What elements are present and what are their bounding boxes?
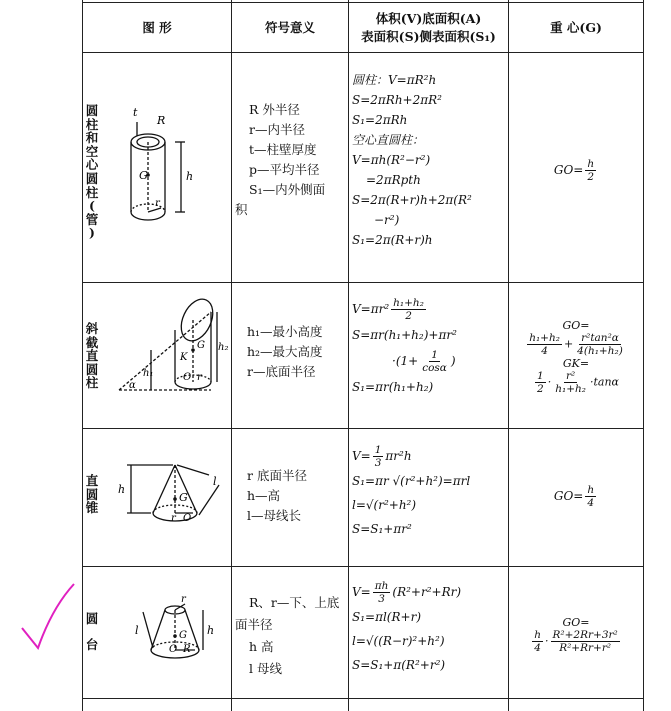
- row1-shape-name: 圆 柱 和 空 心 圆 柱 ( 管 ): [85, 103, 99, 241]
- row-rule-3: [83, 566, 643, 567]
- row2-symbols: h₁—最小高度 h₂—最大高度 r—底面半径: [247, 324, 323, 379]
- row-rule-1: [83, 282, 643, 283]
- row3-symbols: r 底面半径 h—高 l—母线长: [247, 468, 307, 523]
- row2-shape-name: 斜 截 直 圆 柱: [85, 321, 99, 391]
- row1-formulas: 圆柱：V=πR²h S=2πRh+2πR² S₁=2πRh 空心直圆柱： V=πh(R²−r²) =2πRpth S=2π(R+r)h+2π(R² −r²) S₁=2π(R+r)h: [352, 73, 472, 247]
- row4-formulas: V= $\frac{\pi h}{3}$ (R²+r²+Rr) S₁=πl(R+r) l=√((R−r)²+h²) S=S₁+π(R²+r²): [352, 580, 462, 672]
- fig4-R-label: R: [183, 644, 191, 655]
- fig2-O-label: O: [183, 372, 192, 383]
- row-rule-2: [83, 428, 643, 429]
- fig2-h1-label: h₁: [143, 368, 154, 379]
- row1-cog: GO= $\frac{h}{2}$: [553, 157, 595, 183]
- fig2-G-label: G: [197, 340, 205, 351]
- oblique-cylinder-figure: [105, 290, 230, 420]
- row4-shape-name: 圆 台: [85, 611, 99, 652]
- fig4-l-label: l: [135, 624, 139, 637]
- fig3-l-label: l: [213, 475, 217, 488]
- col-rule-2: [348, 0, 349, 711]
- header-volume-line2: 表面积(S)侧表面积(S₁): [361, 28, 496, 44]
- header-volume: [349, 3, 508, 52]
- fig4-h-label: h: [207, 624, 215, 637]
- frustum-figure: [113, 590, 228, 670]
- fig4-r-label: r: [181, 594, 186, 605]
- row1-symbols: R 外半径 r—内半径 t—柱壁厚度 p—平均半径 S₁—内外侧面 积: [235, 102, 326, 217]
- cone-figure: [113, 455, 228, 535]
- header-symbol: 符号意义: [264, 19, 315, 35]
- fig1-h-label: h: [186, 170, 194, 183]
- fig3-r-label: r: [171, 513, 176, 524]
- row3-shape-name: 直 圆 锥: [85, 473, 99, 516]
- fig3-h-label: h: [118, 483, 126, 496]
- row2-cog: GO= $\frac{\text{h₁+h₂}}{4}$ + $\frac{\text{r²tan²α}}{\text{4(h₁+h₂)}}$ GK= $\frac{1}{2}$ · $\frac{\text{r²}}{\text{h₁+h₂}}$ ·tanα: [529, 319, 623, 395]
- fig1-r-label: r: [155, 198, 160, 209]
- fig4-O-label: O: [169, 644, 178, 655]
- fig2-h2-label: h₂: [218, 342, 229, 353]
- fig1-t-label: t: [133, 106, 138, 119]
- col-rule-1: [231, 0, 232, 711]
- fig4-G-label: G: [179, 630, 187, 641]
- row4-cog: GO= $\frac{h}{4}$ · $\frac{\text{R²+2Rr+3r²}}{\text{R²+Rr+r²}}$: [534, 616, 618, 654]
- fig2-r-label: r: [197, 372, 202, 383]
- header-figure: 图 形: [142, 19, 172, 35]
- row4-symbols: R、r—下、上底 面半径 h 高 l 母线: [235, 595, 340, 676]
- row-rule-4: [83, 698, 643, 699]
- fig1-G-label: G: [139, 169, 148, 182]
- formula-table: [82, 0, 644, 711]
- header-volume-line1: 体积(V)底面积(A): [375, 10, 482, 26]
- header-cog: 重 心(G): [550, 19, 602, 35]
- row3-cog: GO= $\frac{h}{4}$: [553, 483, 595, 509]
- hollow-cylinder-figure: [113, 100, 223, 230]
- row3-formulas: V= $\frac{1}{3}$ πr²h S₁=πr √(r²+h²)=πrl l=√(r²+h²) S=S₁+πr²: [352, 444, 471, 536]
- fig2-alpha-label: α: [129, 380, 136, 391]
- row2-formulas: V=πr² $\frac{\text{h₁+h₂}}{2}$ S=πr(h₁+h₂)+πr² ·(1+ $\frac{1}{\cos\alpha}$ ) S₁=πr(h₁+h₂): [352, 297, 457, 394]
- fig3-G-label: G: [179, 491, 188, 504]
- check-mark-annotation: [18, 578, 78, 658]
- header-rule: [83, 52, 643, 53]
- fig2-K-label: K: [180, 352, 188, 363]
- fig3-O-label: O: [183, 513, 192, 524]
- fig1-R-label: R: [157, 114, 166, 127]
